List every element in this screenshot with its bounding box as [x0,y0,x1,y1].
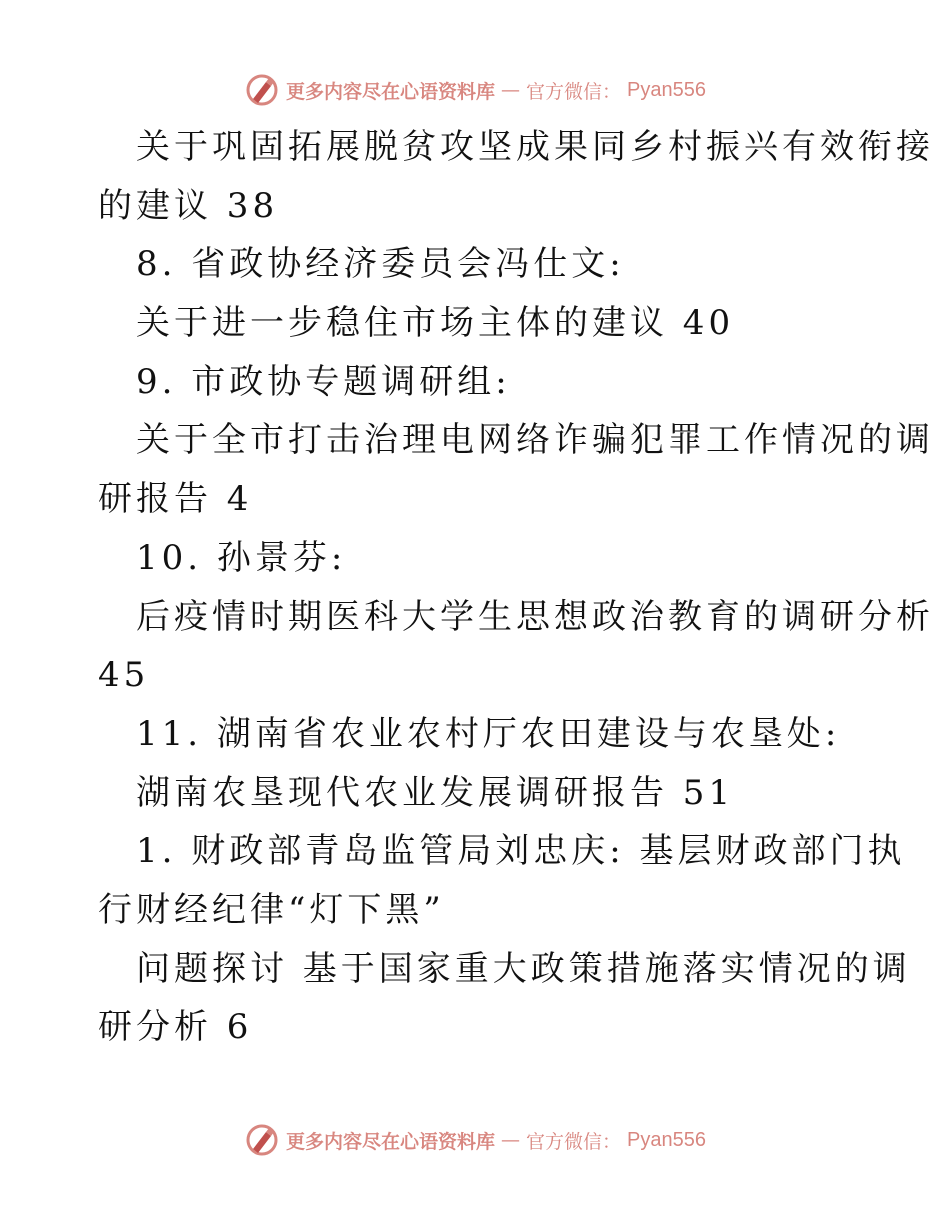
text-line: 行财经纪律“灯下黑” [98,889,445,930]
text-line: 湖南农垦现代农业发展调研报告 51 [136,772,735,813]
watermark-brand: 更多内容尽在心语资料库 [286,1130,496,1153]
watermark-wechat-label: 官方微信： [526,80,622,103]
text-line: 45 [98,655,150,696]
pen-logo-icon [244,1122,280,1158]
text-line: 10. 孙景芬: [136,537,347,578]
text-line: 关于巩固拓展脱贫攻坚成果同乡村振兴有效衔接 [136,127,934,167]
document-body [98,118,934,1057]
text-line: 9. 市政协专题调研组: [136,361,511,402]
watermark-dash: — [501,79,521,101]
watermark-wechat-label: 官方微信： [526,1130,622,1153]
text-line: 的建议 38 [98,185,279,226]
footer-watermark [0,1120,950,1160]
text-line: 1. 财政部青岛监管局刘忠庆: 基层财政部门执 [136,831,906,872]
text-line: 研报告 4 [98,479,253,520]
text-line: 研分析 6 [98,1007,253,1048]
text-line: 问题探讨 基于国家重大政策措施落实情况的调 [136,948,911,989]
text-line: 关于进一步稳住市场主体的建议 40 [136,303,735,344]
watermark-brand: 更多内容尽在心语资料库 [286,80,496,103]
text-line: 关于全市打击治理电网络诈骗犯罪工作情况的调 [136,420,934,461]
watermark-wechat-id: Pyan556 [627,1128,706,1151]
header-watermark [0,70,950,110]
text-line: 11. 湖南省农业农村厅农田建设与农垦处: [136,713,841,754]
watermark-wechat-id: Pyan556 [627,78,706,101]
watermark-dash: — [501,1129,521,1151]
pen-logo-icon [244,72,280,108]
text-line: 8. 省政协经济委员会冯仕文: [136,244,625,285]
text-line: 后疫情时期医科大学生思想政治教育的调研分析 [136,596,934,637]
